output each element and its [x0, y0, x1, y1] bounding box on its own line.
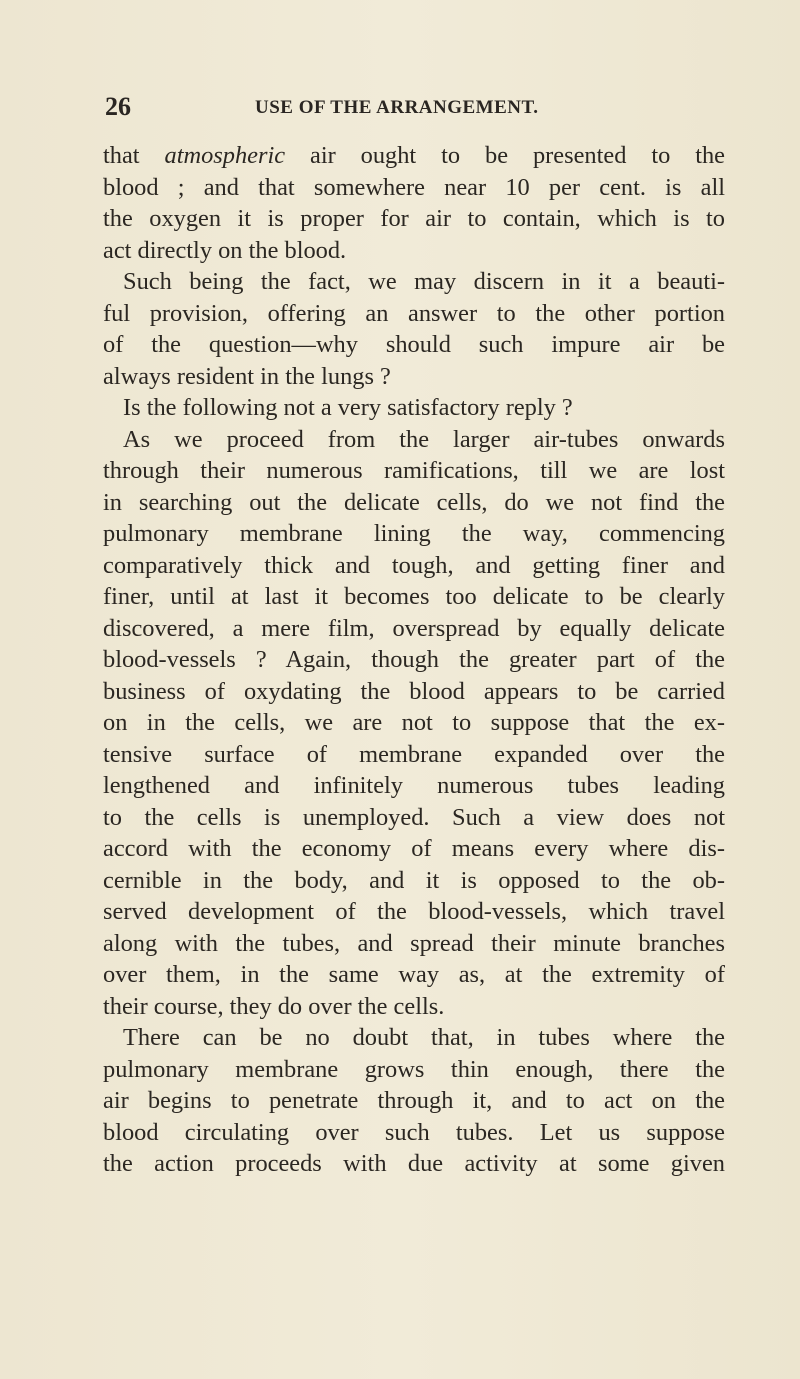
text-line: cernible in the body, and it is opposed to the ob-	[103, 866, 725, 894]
text-line: blood circulating over such tubes. Let us suppose	[103, 1118, 725, 1146]
text-segment: that	[103, 142, 165, 169]
text-line: Is the following not a very satisfactory reply ?	[123, 394, 573, 421]
text-line: their course, they do over the cells.	[103, 992, 445, 1020]
text-line: over them, in the same way as, at the extremity of	[103, 961, 725, 988]
text-line: accord with the economy of means every where dis-	[103, 835, 725, 862]
text-line: on in the cells, we are not to suppose that the ex-	[103, 709, 725, 736]
body-text	[103, 140, 725, 1180]
italic-word: atmospheric	[164, 142, 286, 169]
text-line	[103, 140, 725, 172]
text-line: As we proceed from the larger air-tubes onwards	[123, 425, 725, 453]
running-head: USE OF THE ARRANGEMENT.	[255, 97, 539, 118]
text-line: discovered, a mere film, overspread by equally delicate	[103, 614, 725, 642]
text-line: through their numerous ramifications, till we are lost	[103, 457, 725, 484]
text-line: served development of the blood-vessels, which travel	[103, 898, 725, 925]
text-line: Such being the fact, we may discern in it a beauti-	[123, 268, 725, 295]
text-line: There can be no doubt that, in tubes where the	[123, 1024, 725, 1051]
text-line: to the cells is unemployed. Such a view does not	[103, 803, 725, 831]
text-line: air begins to penetrate through it, and to act on the	[103, 1087, 725, 1114]
text-line: comparatively thick and tough, and getting finer and	[103, 551, 725, 579]
text-line: the action proceeds with due activity at some given	[103, 1150, 725, 1177]
text-segment: air ought to be presented to the	[285, 142, 726, 169]
text-line: tensive surface of membrane expanded over the	[103, 740, 725, 768]
text-line: act directly on the blood.	[103, 236, 347, 264]
text-line: in searching out the delicate cells, do we not find the	[103, 488, 725, 516]
text-line: pulmonary membrane lining the way, commencing	[103, 520, 725, 547]
text-line: ful provision, offering an answer to the other portion	[103, 299, 725, 327]
text-line: business of oxydating the blood appears to be carried	[103, 677, 725, 705]
text-line: finer, until at last it becomes too delicate to be clearly	[103, 583, 725, 610]
page-header	[105, 92, 725, 122]
text-line: pulmonary membrane grows thin enough, there the	[103, 1055, 725, 1083]
text-line: blood ; and that somewhere near 10 per cent. is all	[103, 173, 725, 201]
text-line: of the question—why should such impure air be	[103, 331, 725, 358]
text-line: along with the tubes, and spread their minute branches	[103, 929, 725, 957]
page-number: 26	[105, 92, 131, 121]
text-line: blood-vessels ? Again, though the greater part of the	[103, 646, 725, 673]
text-line: always resident in the lungs ?	[103, 362, 391, 390]
text-line: the oxygen it is proper for air to contain, which is to	[103, 205, 725, 232]
text-line: lengthened and infinitely numerous tubes leading	[103, 772, 725, 799]
